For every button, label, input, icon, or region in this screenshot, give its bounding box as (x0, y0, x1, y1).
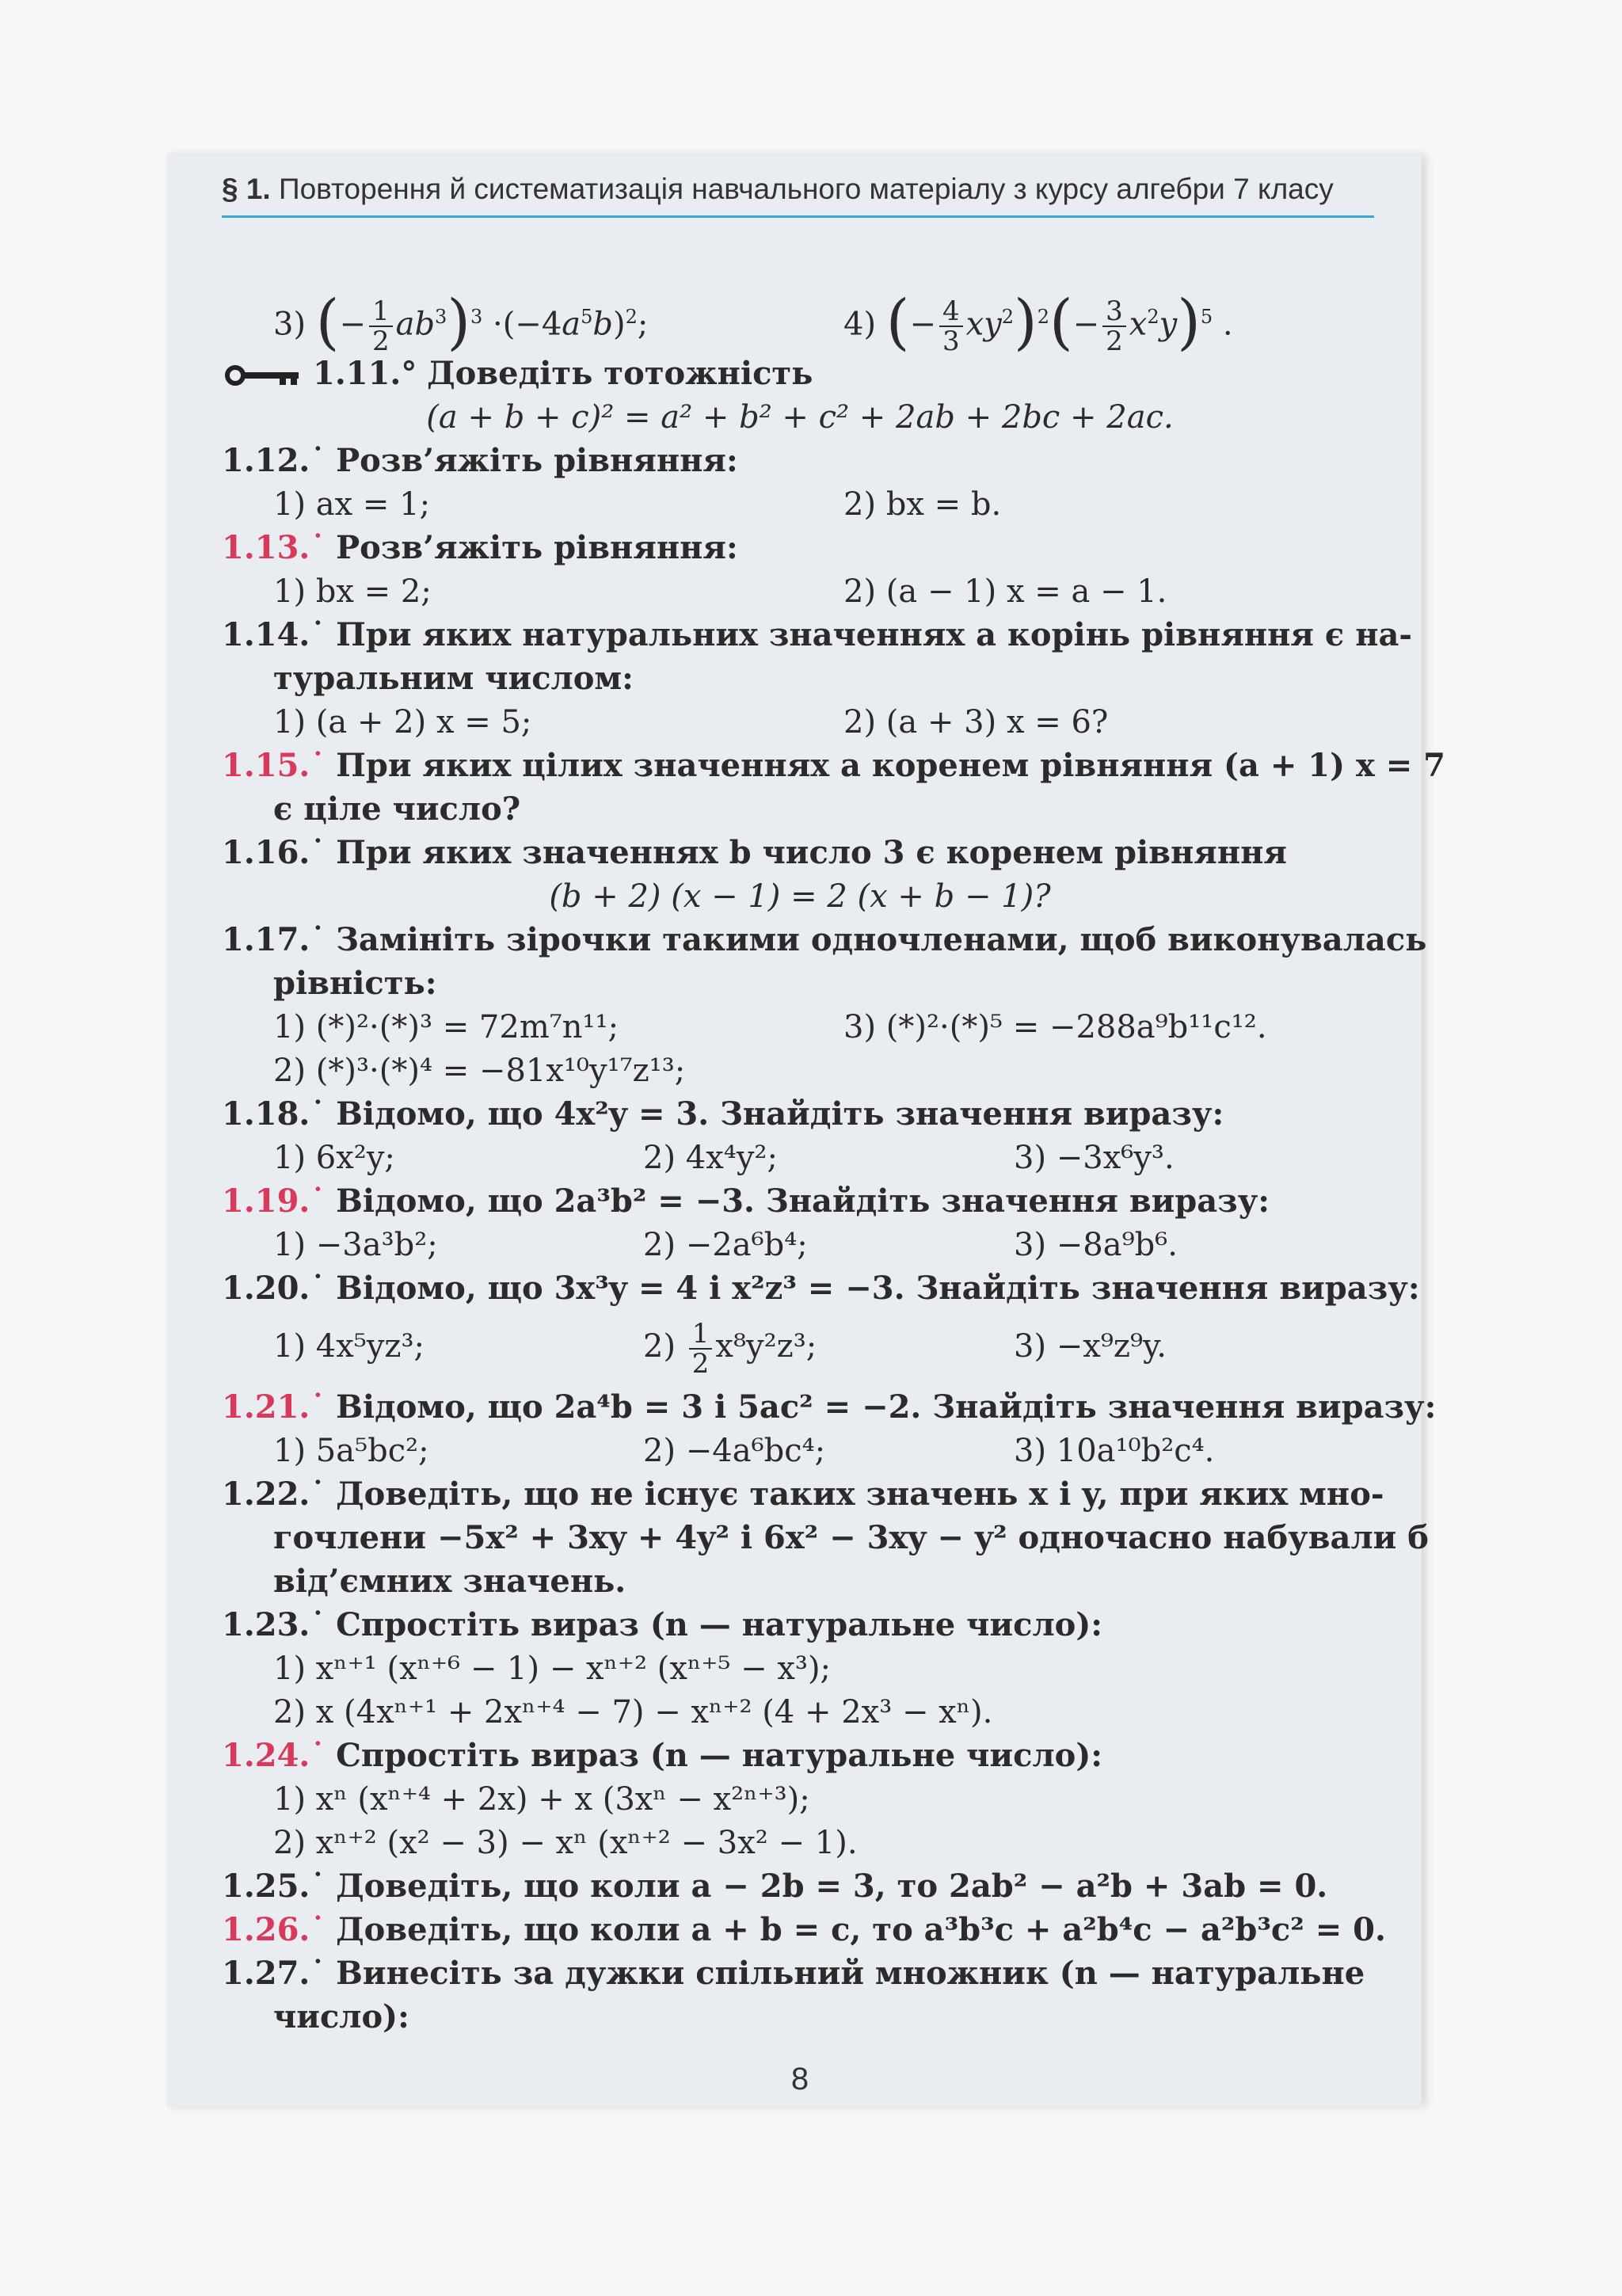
exercise-1-16 (222, 832, 1378, 874)
exercise-instruction: Розв’яжіть рівняння: (336, 529, 738, 566)
item-2-expression: x⁸y²z³; (715, 1328, 817, 1365)
exercise-1-20-items (222, 1315, 1378, 1378)
denominator: 2 (371, 326, 390, 358)
exercise-1-27 (222, 1953, 1378, 1994)
item-2: 2) xⁿ⁺² (x² − 3) − xⁿ (xⁿ⁺² − 3x² − 1). (273, 1825, 858, 1861)
exercise-number: 1.11.° (313, 355, 417, 392)
exercise-instruction: Відомо, що 2a³b² = −3. Знайдіть значення виразу: (336, 1182, 1270, 1220)
item-2: 2) −2a⁶b⁴; (643, 1227, 808, 1263)
denominator: 2 (691, 1348, 710, 1380)
exercise-number: 1.24.˙ (222, 1737, 326, 1774)
exercise-1-25 (222, 1866, 1378, 1907)
exercise-instruction: Розв’яжіть рівняння: (336, 442, 738, 479)
denominator: 2 (1106, 326, 1123, 358)
key-icon (224, 364, 302, 386)
exercise-1-15 (222, 745, 1445, 786)
item-1: 1) xⁿ⁺¹ (xⁿ⁺⁶ − 1) − xⁿ⁺² (xⁿ⁺⁵ − x³); (273, 1651, 832, 1687)
section-mark: § 1. (222, 173, 271, 205)
exercise-1-12 (222, 440, 1378, 482)
exercise-instruction: При яких значеннях b число 3 є коренем рівняння (336, 834, 1287, 871)
item-label: 4) (843, 306, 877, 343)
item-3: 3) 10a¹⁰b²c⁴. (1014, 1433, 1215, 1469)
exercise-instruction: Винесіть за дужки спільний множник (n — натуральне (336, 1955, 1365, 1992)
exercise-1-24 (222, 1735, 1378, 1776)
item-2: 2) (*)³·(*)⁴ = −81x¹⁰y¹⁷z¹³; (273, 1053, 686, 1089)
item-2: 2) 4x⁴y²; (643, 1140, 778, 1176)
exercise-number: 1.16.˙ (222, 834, 326, 871)
exercise-1-20 (222, 1268, 1420, 1309)
exercise-number: 1.12.˙ (222, 442, 326, 479)
fraction (689, 1319, 713, 1378)
exercise-number: 1.27.˙ (222, 1955, 326, 1992)
item-label: 2) (643, 1328, 676, 1365)
running-head (222, 173, 1378, 206)
exercise-number: 1.13.˙ (222, 529, 326, 566)
numerator: 4 (939, 297, 963, 327)
item-1: 1) −3a³b²; (273, 1227, 438, 1263)
item-1: 1) bx = 2; (273, 573, 432, 610)
exercise-number: 1.26.˙ (222, 1911, 326, 1948)
exercise-instruction: Доведіть, що не існує таких значень x і y, при яких мно- (336, 1475, 1384, 1513)
instruction-continued: туральним числом: (273, 660, 634, 697)
item-1: 1) xⁿ (xⁿ⁺⁴ + 2x) + x (3xⁿ − x²ⁿ⁺³); (273, 1781, 810, 1818)
exercise-instruction: Відомо, що 2a⁴b = 3 і 5ac² = −2. Знайдіть значення виразу: (336, 1388, 1437, 1426)
exercise-instruction: Доведіть, що коли a − 2b = 3, то 2ab² − a²b + 3ab = 0. (336, 1868, 1328, 1905)
exercise-instruction: Спростіть вираз (n — натуральне число): (336, 1737, 1103, 1774)
exercise-1-11 (313, 353, 1342, 394)
exercise-instruction: При яких натуральних значеннях a корінь рівняння є на- (336, 616, 1412, 653)
item-1: 1) (a + 2) x = 5; (273, 704, 532, 741)
fraction (939, 297, 963, 356)
instruction-continued: від’ємних значень. (273, 1563, 626, 1600)
exercise-instruction: Спростіть вираз (n — натуральне число): (336, 1606, 1103, 1643)
numerator: 1 (689, 1319, 713, 1350)
fraction (369, 297, 393, 356)
fraction (1102, 297, 1126, 356)
item-1: 1) ax = 1; (273, 486, 431, 523)
item-1: 1) 5a⁵bc²; (273, 1433, 429, 1469)
exercise-number: 1.17.˙ (222, 921, 326, 958)
item-3: 3) −3x⁶y³. (1014, 1140, 1175, 1176)
item-2 (643, 1315, 817, 1378)
exercise-number: 1.23.˙ (222, 1606, 326, 1643)
item-2: 2) (a − 1) x = a − 1. (843, 573, 1167, 610)
item-3: 3) −x⁹z⁹y. (1014, 1328, 1167, 1365)
exercise-instruction: Доведіть тотожність (427, 355, 813, 392)
exercise-instruction: Доведіть, що коли a + b = c, то a³b³c + a²b⁴c − a²b³c² = 0. (336, 1911, 1386, 1948)
exercise-1-17 (222, 920, 1427, 961)
exercise-number: 1.21.˙ (222, 1388, 326, 1426)
denominator: 3 (942, 326, 960, 358)
exercise-number: 1.19.˙ (222, 1182, 326, 1220)
exercise-1-23 (222, 1605, 1378, 1646)
item-2: 2) (a + 3) x = 6? (843, 704, 1109, 741)
exercise-1-22 (222, 1474, 1384, 1515)
item-2: 2) −4a⁶bc⁴; (643, 1433, 826, 1469)
instruction-continued: гочлени −5x² + 3xy + 4y² і 6x² − 3xy − y² одночасно набували б (273, 1519, 1429, 1556)
exercise-1-26 (222, 1910, 1386, 1951)
item-1: 1) 4x⁵yz³; (273, 1328, 425, 1365)
numerator: 1 (369, 297, 393, 327)
exercise-instruction: Відомо, що 4x²y = 3. Знайдіть значення виразу: (336, 1095, 1224, 1133)
exercise-1-21 (222, 1387, 1437, 1428)
item-3: 3) −8a⁹b⁶. (1014, 1227, 1178, 1263)
instruction-continued: є ціле число? (273, 790, 521, 828)
exercise-1-14 (222, 615, 1412, 656)
exercise-number: 1.14.˙ (222, 616, 326, 653)
item-4: 4) (− $\frac{4}{3}$ $xy^2)^2(-$ $\frac{3}{2}$ $x^2y)^5$ . (843, 286, 1233, 358)
exercise-1-18 (222, 1094, 1378, 1135)
page-number: 8 (790, 2062, 809, 2096)
header-rule (222, 215, 1374, 218)
exercise-number: 1.18.˙ (222, 1095, 326, 1133)
equation: (b + 2) (x − 1) = 2 (x + b − 1)? (549, 878, 1051, 915)
item-3: 3) (− $\frac{1}{2}$ $ab^3)^3 \cdot(-4a^5b)^2$; (273, 286, 649, 358)
exercise-instruction: Відомо, що 3x³y = 4 і x²z³ = −3. Знайдіть значення виразу: (336, 1270, 1420, 1307)
instruction-continued: число): (273, 1998, 409, 2035)
numerator: 3 (1102, 297, 1126, 327)
exercise-number: 1.15.˙ (222, 747, 326, 784)
item-2: 2) x (4xⁿ⁺¹ + 2xⁿ⁺⁴ − 7) − xⁿ⁺² (4 + 2x³ − xⁿ). (273, 1694, 993, 1731)
exercise-number: 1.20.˙ (222, 1270, 326, 1307)
exercise-instruction: Замініть зірочки такими одночленами, щоб виконувалась (336, 921, 1427, 958)
item-1: 1) 6x²y; (273, 1140, 395, 1176)
item-2: 2) bx = b. (843, 486, 1002, 523)
exercise-1-10-continued (222, 281, 1378, 358)
exercise-instruction: При яких цілих значеннях a коренем рівняння (a + 1) x = 7 (336, 747, 1445, 784)
exercise-number: 1.22.˙ (222, 1475, 326, 1513)
identity-formula: (a + b + c)² = a² + b² + c² + 2ab + 2bc + 2ac. (426, 399, 1174, 436)
exercise-1-19 (222, 1181, 1378, 1222)
item-1: 1) (*)²·(*)³ = 72m⁷n¹¹; (273, 1009, 619, 1045)
section-title: Повторення й систематизація навчального матеріалу з курсу алгебри 7 класу (279, 173, 1334, 205)
item-3: 3) (*)²·(*)⁵ = −288a⁹b¹¹c¹². (843, 1009, 1267, 1045)
exercise-1-13 (222, 527, 1378, 569)
instruction-continued: рівність: (273, 965, 437, 1002)
exercise-number: 1.25.˙ (222, 1868, 326, 1905)
item-label: 3) (273, 306, 307, 343)
